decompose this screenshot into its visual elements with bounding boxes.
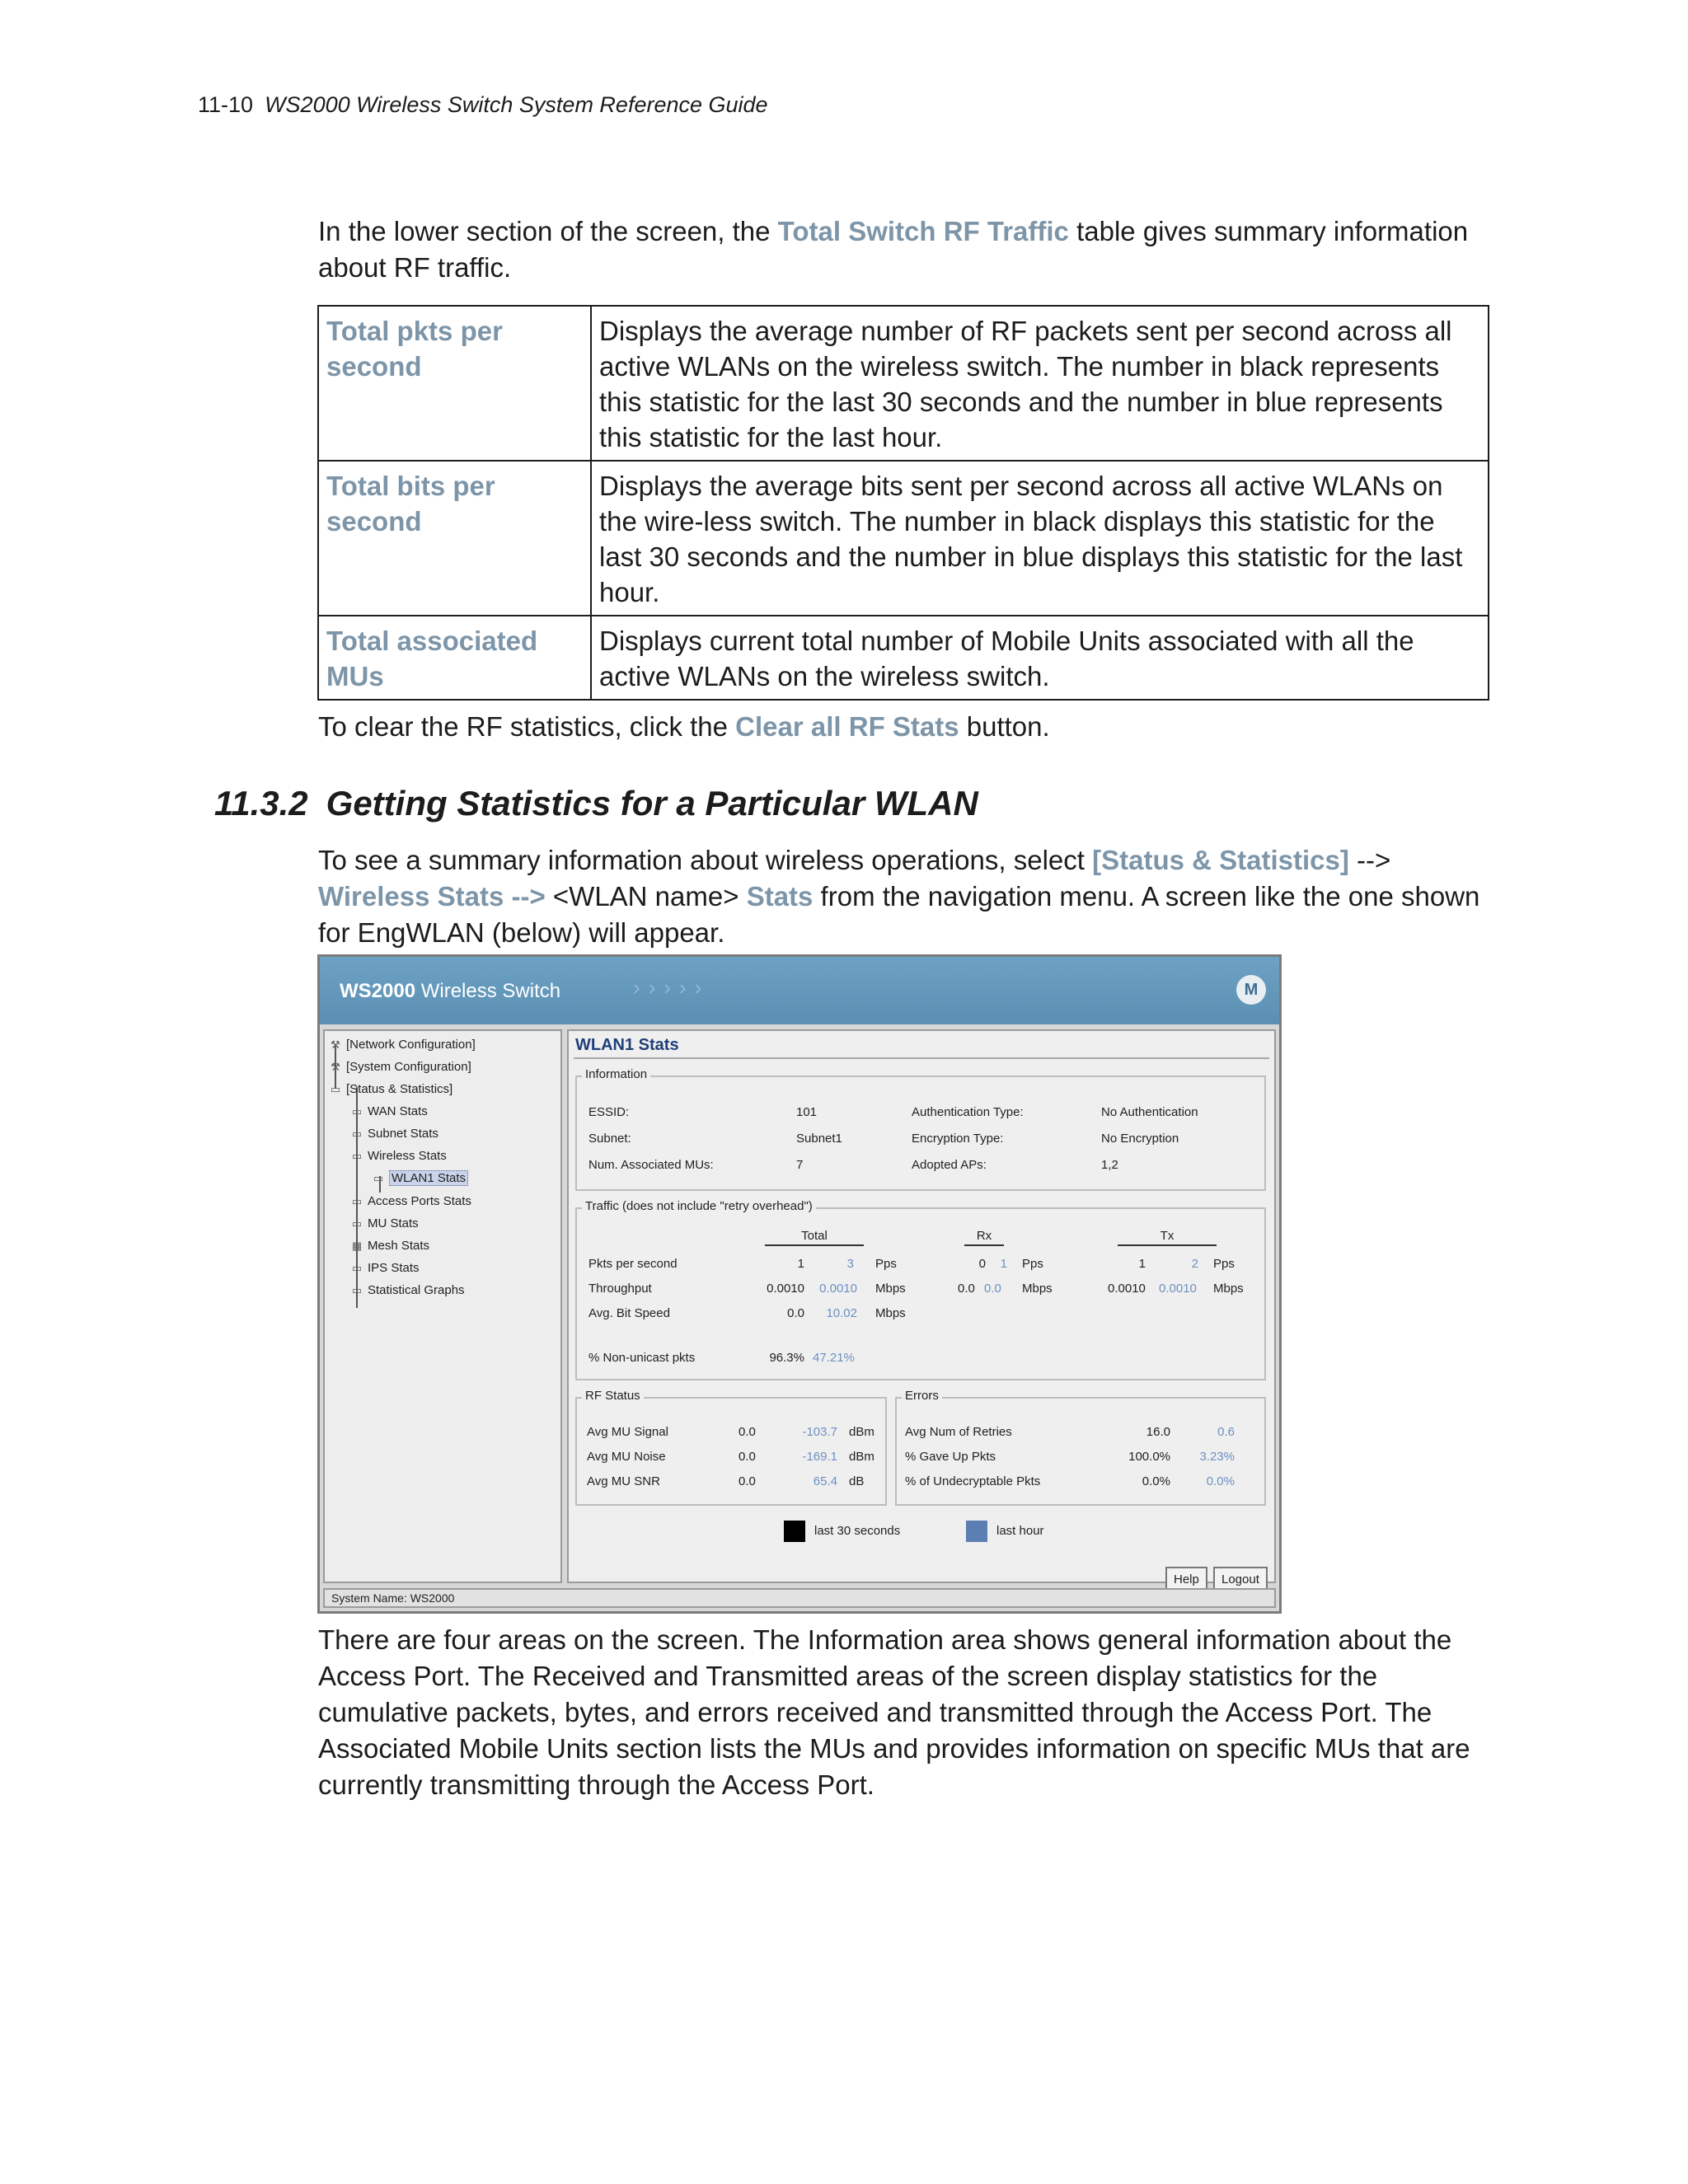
- nav-wlan1-stats[interactable]: ▭ WLAN1 Stats: [371, 1169, 468, 1188]
- app-title: WS2000 Wireless Switch: [340, 980, 561, 1002]
- page-number: 11-10: [198, 92, 254, 117]
- intro-paragraph: In the lower section of the screen, the Total Switch RF Traffic table gives summary information about RF traffic.: [318, 216, 1469, 283]
- folder-icon: ▭: [351, 1262, 363, 1274]
- definition-table: [317, 305, 1489, 701]
- term-cell: Total pkts per second: [318, 306, 591, 461]
- term-clear-all-rf-stats: Clear all RF Stats: [735, 711, 959, 742]
- document-icon: ▭: [373, 1172, 384, 1184]
- navigation-tree: [323, 1029, 562, 1583]
- content-pane: [567, 1029, 1276, 1586]
- nav-mesh-stats[interactable]: ▦ Mesh Stats: [349, 1237, 429, 1255]
- title-divider: [574, 1057, 1269, 1059]
- tools-icon: ⚒: [331, 1038, 340, 1051]
- doc-title: WS2000 Wireless Switch System Reference Guide: [265, 92, 768, 117]
- app-banner: [320, 957, 1279, 1024]
- help-button[interactable]: Help: [1165, 1567, 1207, 1590]
- legend-swatch-last-30-seconds: [784, 1521, 805, 1542]
- nav-ips-stats[interactable]: ▭ IPS Stats: [349, 1259, 420, 1277]
- nav-statistical-graphs[interactable]: ▭ Statistical Graphs: [349, 1282, 465, 1300]
- mesh-icon: ▦: [351, 1240, 363, 1252]
- adopted-aps-value: 1,2: [1101, 1158, 1118, 1172]
- banner-decoration: ›››››: [633, 975, 710, 1000]
- subnet-value: Subnet1: [796, 1132, 842, 1146]
- column-tx: Tx: [1118, 1229, 1217, 1246]
- term-cell: Total associated MUs: [318, 616, 591, 700]
- legend-label-last-30-seconds: last 30 seconds: [814, 1524, 901, 1538]
- status-bar: System Name: WS2000: [323, 1588, 1276, 1608]
- column-rx: Rx: [964, 1229, 1004, 1246]
- essid-value: 101: [796, 1105, 818, 1119]
- running-header: [198, 92, 768, 118]
- nav-wan-stats[interactable]: ▭ WAN Stats: [349, 1103, 428, 1121]
- section-heading: [214, 784, 978, 823]
- nav-mu-stats[interactable]: ▭ MU Stats: [349, 1215, 419, 1233]
- rf-status-group: RF Status Avg MU Signal 0.0 -103.7 dBm Avg MU Noise 0.0 -169.1 dBm Avg MU SNR 0.0 65.4 dB: [575, 1397, 887, 1506]
- folder-icon: ▭: [351, 1217, 363, 1230]
- folder-icon: ▭: [351, 1105, 363, 1118]
- information-group: Information ESSID: 101 Authentication Type: No Authentication Subnet: Subnet1 Encryption Type: No Encryption Num. Associated MUs: 7 Adopted APs: 1,2: [575, 1076, 1266, 1191]
- section-paragraph: To see a summary information about wireless operations, select [Status & Statistics] --> Wireless Stats --> <WLAN name> Stats from the navigation menu. A screen like the one shown for EngWLAN (below) will appear.: [318, 845, 1480, 948]
- folder-icon: ▭: [351, 1150, 363, 1162]
- section-number: 11.3.2: [214, 784, 308, 823]
- content-title: WLAN1 Stats: [575, 1036, 679, 1054]
- folder-icon: ▭: [330, 1083, 341, 1095]
- description-cell: Displays the average bits sent per second across all active WLANs on the wire-less switch. The number in black displays this statistic for the last 30 seconds and the number in blue displays this statistic for the last hour.: [591, 461, 1489, 616]
- nav-access-ports-stats[interactable]: ▭ Access Ports Stats: [349, 1193, 471, 1211]
- folder-icon: ▭: [351, 1127, 363, 1140]
- description-cell: Displays current total number of Mobile Units associated with all the active WLANs on the wireless switch.: [591, 616, 1489, 700]
- associated-mus-value: 7: [796, 1158, 804, 1172]
- term-cell: Total bits per second: [318, 461, 591, 616]
- tools-icon: ⚒: [331, 1061, 340, 1073]
- legend-label-last-hour: last hour: [996, 1524, 1044, 1538]
- closing-paragraph: There are four areas on the screen. The Information area shows general information about the Access Port. The Received and Transmitted areas of the screen display statistics for the cumulative packets, bytes, and errors received and transmitted through the Access Port. The Associated Mobile Units section lists the MUs and provides information on specific MUs that are currently transmitting through the Access Port.: [318, 1624, 1470, 1800]
- nav-system-configuration[interactable]: ⚒ [System Configuration]: [328, 1058, 471, 1076]
- nav-status-statistics[interactable]: ▭ [Status & Statistics]: [328, 1080, 452, 1099]
- encryption-type-value: No Encryption: [1101, 1132, 1179, 1146]
- table-row: [318, 306, 1489, 461]
- table-row: [318, 461, 1489, 616]
- column-total: Total: [765, 1229, 864, 1246]
- wlan-stats-screenshot: [317, 954, 1282, 1614]
- nav-wireless-stats[interactable]: ▭ Wireless Stats: [349, 1147, 447, 1165]
- traffic-group: Traffic (does not include "retry overhead") Total Rx Tx Pkts per second 1 3 Pps 0 1 Pps 1 2 Pps Throughput 0.0010 0.0010 Mbps 0.0 0.0 Mbps 0.0010 0.0010 Mbps Avg. Bit Speed 0.0 10.02 Mbps % Non-unicast pkts 96.3% 47.21%: [575, 1207, 1266, 1380]
- motorola-logo: M: [1236, 975, 1266, 1005]
- nav-subnet-stats[interactable]: ▭ Subnet Stats: [349, 1125, 438, 1143]
- folder-icon: ▭: [351, 1284, 363, 1296]
- errors-group: Errors Avg Num of Retries 16.0 0.6 % Gave Up Pkts 100.0% 3.23% % of Undecryptable Pkts 0.0% 0.0%: [895, 1397, 1266, 1506]
- term-total-switch-rf-traffic: Total Switch RF Traffic: [777, 216, 1069, 246]
- folder-icon: ▭: [351, 1195, 363, 1207]
- legend-swatch-last-hour: [966, 1521, 987, 1542]
- nav-network-configuration[interactable]: ⚒ [Network Configuration]: [328, 1036, 476, 1054]
- clear-stats-paragraph: To clear the RF statistics, click the Clear all RF Stats button.: [318, 711, 1050, 742]
- description-cell: Displays the average number of RF packets sent per second across all active WLANs on the wireless switch. The number in black represents this statistic for the last 30 seconds and the number in blue represents this statistic for the last hour.: [591, 306, 1489, 461]
- auth-type-value: No Authentication: [1101, 1105, 1198, 1119]
- section-title: Getting Statistics for a Particular WLAN: [326, 784, 978, 823]
- table-row: [318, 616, 1489, 700]
- logout-button[interactable]: Logout: [1213, 1567, 1268, 1590]
